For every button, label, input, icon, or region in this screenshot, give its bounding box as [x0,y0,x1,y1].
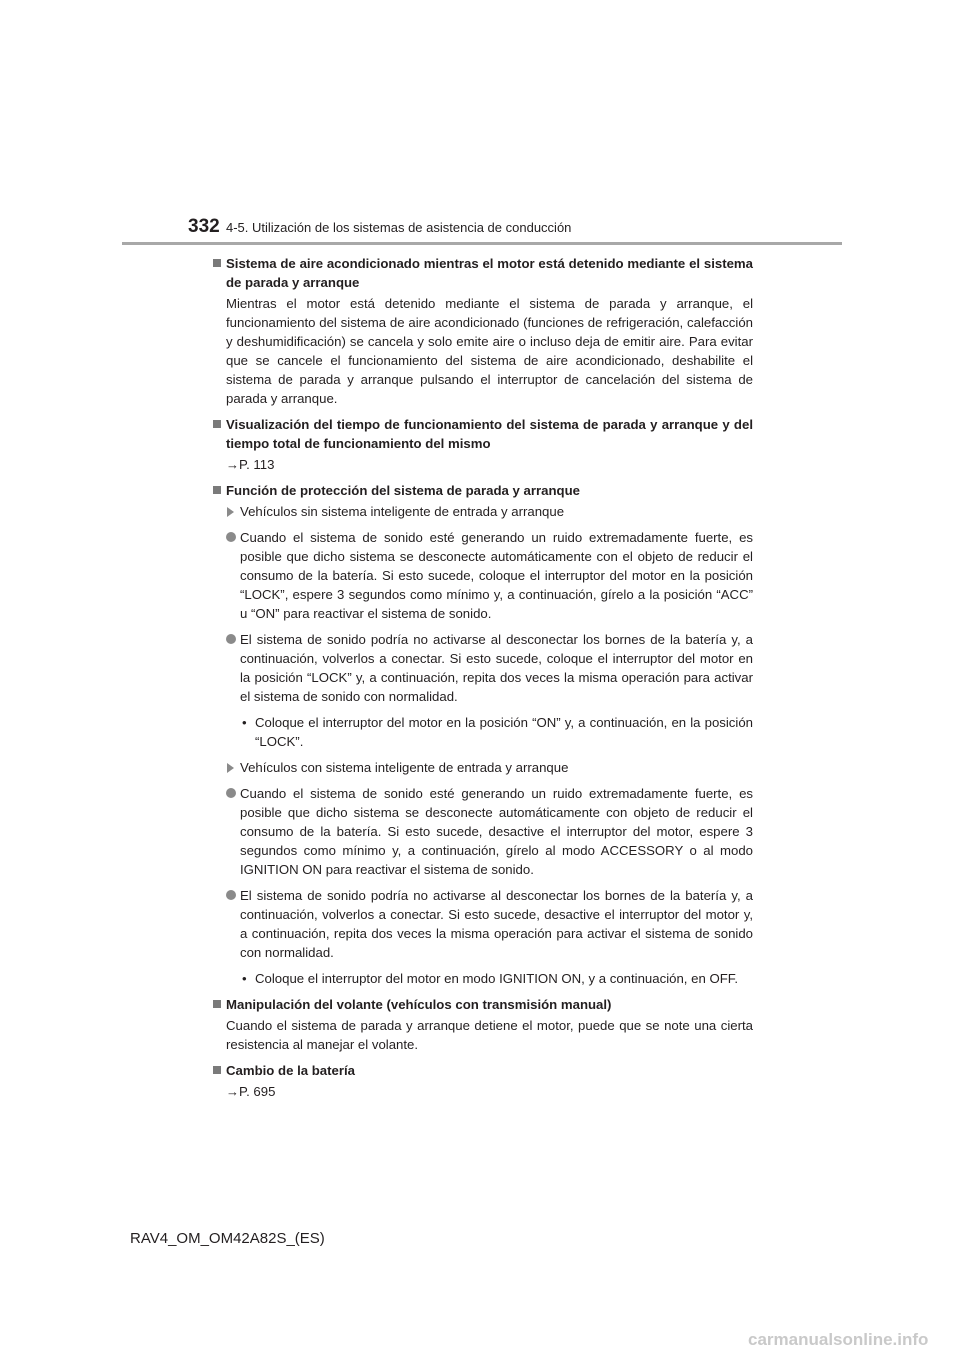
list-item: El sistema de sonido podría no activarse al desconectar los bornes de la batería y, a continuación, volverlos a conectar. Si esto sucede, coloque el interruptor del motor en la posición “LOCK” y, a continuación, repita dos veces la misma operación para activar el sistema de sonido con normalidad. [211,630,753,706]
watermark: carmanualsonline.info [748,1330,929,1349]
sub-list-item: • Coloque el interruptor del motor en la posición “ON” y, a continuación, en la posición “LOCK”. [242,715,753,749]
triangle-bullet-icon [227,763,234,773]
page-number: 332 [188,216,220,237]
paragraph: Cuando el sistema de parada y arranque detiene el motor, puede que se note una cierta resistencia al manejar el volante. [226,1018,753,1052]
arrow-right-icon: → [226,1084,239,1099]
square-bullet-icon [213,259,221,267]
list-item: Cuando el sistema de sonido esté generando un ruido extremadamente fuerte, es posible que dicho sistema se desconecte automáticamente con el objeto de reducir el consumo de la batería. Si esto sucede, coloque el interruptor del motor en la posición “LOCK”, espere 3 segundos como mínimo y, a continuación, gírelo a la posición “ACC” u “ON” para reactivar el sistema de sonido. [211,528,753,623]
square-bullet-icon [213,1066,221,1074]
circle-bullet-icon [226,890,236,900]
section-title: 4-5. Utilización de los sistemas de asistencia de conducción [226,220,572,235]
heading-text: Cambio de la batería [226,1063,355,1078]
document-code: RAV4_OM_OM42A82S_(ES) [130,1230,325,1247]
square-bullet-icon [213,1000,221,1008]
section-heading [211,481,753,500]
section-heading [211,254,753,292]
section-heading [211,995,753,1014]
square-bullet-icon [213,420,221,428]
heading-text: Sistema de aire acondicionado mientras el motor está detenido mediante el sistema de parada y arranque [226,256,753,290]
page-reference[interactable] [211,455,753,474]
list-item: El sistema de sonido podría no activarse al desconectar los bornes de la batería y, a continuación, volverlos a conectar. Si esto sucede, desactive el interruptor del motor y, a continuación, repita dos veces la misma operación para activar el sistema de sonido con normalidad. [211,886,753,962]
circle-bullet-icon [226,532,236,542]
heading-text: Manipulación del volante (vehículos con transmisión manual) [226,997,612,1012]
page-header [0,0,960,250]
sub-list-item: • Coloque el interruptor del motor en modo IGNITION ON, y a continuación, en OFF. [242,971,739,986]
page-content [211,254,753,1101]
condition-label: Vehículos con sistema inteligente de entrada y arranque [211,758,753,777]
section-heading [211,1061,753,1080]
reference-text: P. 695 [239,1084,276,1099]
dot-bullet-icon: • [242,715,247,730]
heading-text: Visualización del tiempo de funcionamiento del sistema de parada y arranque y del tiempo total de funcionamiento del mismo [226,417,753,451]
reference-text: P. 113 [239,457,275,472]
triangle-bullet-icon [227,507,234,517]
arrow-right-icon: → [226,457,239,472]
circle-bullet-icon [226,634,236,644]
heading-text: Función de protección del sistema de parada y arranque [226,483,580,498]
paragraph: Mientras el motor está detenido mediante el sistema de parada y arranque, el funcionamiento del sistema de aire acondicionado (funciones de refrigeración, calefacción y deshumidificación) se cancela y solo emite aire o incluso deja de emitir aire. Para evitar que se cancele el funcionamiento del sistema de aire acondicionado, deshabilite el sistema de parada y arranque pulsando el interruptor de cancelación del sistema de parada y arranque. [226,296,753,406]
condition-label: Vehículos sin sistema inteligente de entrada y arranque [211,502,753,521]
header-divider [122,242,842,245]
section-heading [211,415,753,453]
circle-bullet-icon [226,788,236,798]
square-bullet-icon [213,486,221,494]
page-reference[interactable] [211,1082,753,1101]
dot-bullet-icon: • [242,971,247,986]
list-item: Cuando el sistema de sonido esté generando un ruido extremadamente fuerte, es posible que dicho sistema se desconecte automáticamente con objeto de reducir el consumo de la batería. Si esto sucede, desactive el interruptor del motor, espere 3 segundos como mínimo y, a continuación, gírelo al modo ACCESSORY o al modo IGNITION ON para reactivar el sistema de sonido. [211,784,753,879]
